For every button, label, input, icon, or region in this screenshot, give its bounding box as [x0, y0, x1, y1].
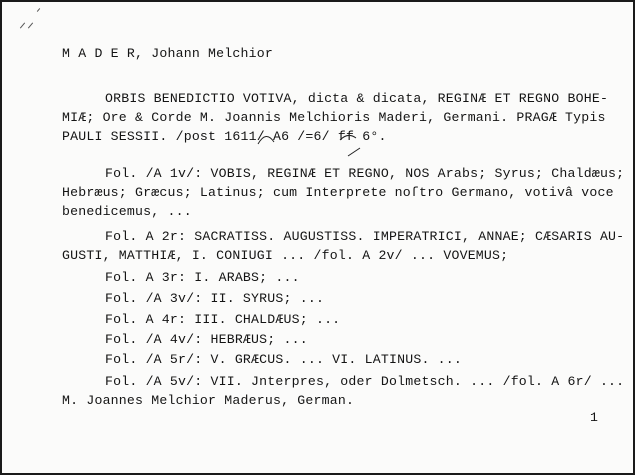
title-line-1: ORBIS BENEDICTIO VOTIVA, dicta & dicata, REGINÆ ET REGNO BOHE- [105, 91, 609, 106]
entry-line-2: Hebræus; Græcus; Latinus; cum Interprete noſtro Germano, votivâ voce [62, 185, 614, 200]
page-number: 1 [590, 410, 599, 425]
card-heading: M A D E R, Johann Melchior [62, 46, 273, 61]
entry-line-6: Fol. A 3r: I. ARABS; ... [105, 270, 300, 285]
entry-line-5: GUSTI, MATTHIÆ, I. CONIUGI ... /fol. A 2v/ ... VOVEMUS; [62, 248, 509, 263]
entry-line-4: Fol. A 2r: SACRATISS. AUGUSTISS. IMPERATRICI, ANNAE; CÆSARIS AU- [105, 229, 625, 244]
entry-line-12: M. Joannes Melchior Maderus, German. [62, 393, 355, 408]
title-line-3: PAULI SESSII. /post 1611/ A6 /=6/ ff 6°. [62, 129, 387, 144]
entry-line-9: Fol. /A 4v/: HEBRÆUS; ... [105, 332, 308, 347]
handwritten-annotation [252, 120, 382, 160]
entry-line-8: Fol. A 4r: III. CHALDÆUS; ... [105, 312, 341, 327]
entry-line-1: Fol. /A 1v/: VOBIS, REGINÆ ET REGNO, NOS Arabs; Syrus; Chaldæus; [105, 166, 625, 181]
entry-line-7: Fol. /A 3v/: II. SYRUS; ... [105, 291, 325, 306]
title-line-2: MIÆ; Ore & Corde M. Joannis Melchioris Maderi, Germani. PRAGÆ Typis [62, 110, 606, 125]
entry-line-11: Fol. /A 5v/: VII. Jnterpres, oder Dolmetsch. ... /fol. A 6r/ ... [105, 374, 625, 389]
entry-line-3: benedicemus, ... [62, 204, 192, 219]
entry-line-10: Fol. /A 5r/: V. GRÆCUS. ... VI. LATINUS. ... [105, 352, 463, 367]
